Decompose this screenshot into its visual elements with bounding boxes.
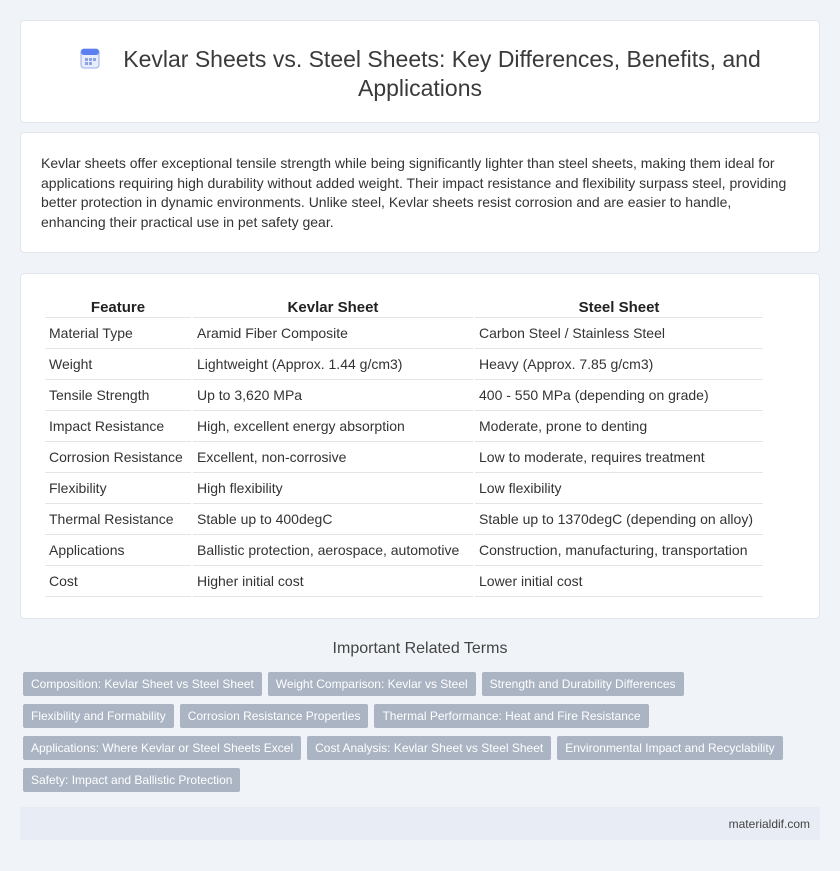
feature-cell: Weight <box>45 349 191 380</box>
table-row <box>45 535 763 566</box>
feature-cell: Tensile Strength <box>45 380 191 411</box>
table-row <box>45 411 763 442</box>
feature-cell: Impact Resistance <box>45 411 191 442</box>
kevlar-cell: High flexibility <box>193 473 473 504</box>
comparison-table-card <box>20 273 820 619</box>
steel-cell: Construction, manufacturing, transportation <box>475 535 763 566</box>
related-term-tag[interactable]: Safety: Impact and Ballistic Protection <box>23 768 240 792</box>
feature-cell: Thermal Resistance <box>45 504 191 535</box>
table-row <box>45 473 763 504</box>
header-kevlar: Kevlar Sheet <box>193 295 473 318</box>
feature-cell: Corrosion Resistance <box>45 442 191 473</box>
tag-row <box>23 768 823 800</box>
intro-paragraph: Kevlar sheets offer exceptional tensile strength while being significantly lighter than steel sheets, making them ideal for applications requiring high durability without added weight. Their impact resistance and flexibility surpass steel, providing better protection in dynamic environments. Unlike steel, Kevlar sheets resist corrosion and are easier to handle, enhancing their practical use in pet safety gear. <box>41 155 787 230</box>
comparison-table <box>43 295 765 597</box>
tag-row <box>23 736 823 768</box>
related-term-tag[interactable]: Corrosion Resistance Properties <box>180 704 369 728</box>
steel-cell: Stable up to 1370degC (depending on alloy) <box>475 504 763 535</box>
steel-cell: Lower initial cost <box>475 566 763 597</box>
related-term-tag[interactable]: Thermal Performance: Heat and Fire Resistance <box>374 704 648 728</box>
kevlar-cell: Up to 3,620 MPa <box>193 380 473 411</box>
kevlar-cell: High, excellent energy absorption <box>193 411 473 442</box>
steel-cell: Heavy (Approx. 7.85 g/cm3) <box>475 349 763 380</box>
steel-cell: Low to moderate, requires treatment <box>475 442 763 473</box>
table-row <box>45 380 763 411</box>
related-term-tag[interactable]: Weight Comparison: Kevlar vs Steel <box>268 672 476 696</box>
site-link[interactable]: materialdif.com <box>728 817 810 831</box>
table-header-row <box>45 295 763 318</box>
table-row <box>45 318 763 349</box>
related-terms-list <box>23 672 823 800</box>
intro-card <box>20 132 820 253</box>
steel-cell: Low flexibility <box>475 473 763 504</box>
table-row <box>45 566 763 597</box>
title-line-2: Applications <box>357 75 483 101</box>
feature-cell: Material Type <box>45 318 191 349</box>
feature-cell: Applications <box>45 535 191 566</box>
feature-cell: Cost <box>45 566 191 597</box>
kevlar-cell: Aramid Fiber Composite <box>193 318 473 349</box>
tag-row <box>23 672 823 704</box>
table-row <box>45 504 763 535</box>
title-line-1: Kevlar Sheets vs. Steel Sheets: Key Differences, Benefits, and <box>123 46 761 72</box>
related-term-tag[interactable]: Applications: Where Kevlar or Steel Sheets Excel <box>23 736 301 760</box>
related-term-tag[interactable]: Cost Analysis: Kevlar Sheet vs Steel Sheet <box>307 736 551 760</box>
steel-cell: Moderate, prone to denting <box>475 411 763 442</box>
title-card <box>20 20 820 123</box>
related-term-tag[interactable]: Strength and Durability Differences <box>482 672 684 696</box>
kevlar-cell: Lightweight (Approx. 1.44 g/cm3) <box>193 349 473 380</box>
feature-cell: Flexibility <box>45 473 191 504</box>
related-term-tag[interactable]: Composition: Kevlar Sheet vs Steel Sheet <box>23 672 262 696</box>
header-steel: Steel Sheet <box>475 295 763 318</box>
related-term-tag[interactable]: Flexibility and Formability <box>23 704 174 728</box>
footer <box>20 807 820 840</box>
steel-cell: 400 - 550 MPa (depending on grade) <box>475 380 763 411</box>
tag-row <box>23 704 823 736</box>
table-row <box>45 442 763 473</box>
kevlar-cell: Excellent, non-corrosive <box>193 442 473 473</box>
header-feature: Feature <box>45 295 191 318</box>
steel-cell: Carbon Steel / Stainless Steel <box>475 318 763 349</box>
related-terms-heading: Important Related Terms <box>332 640 508 657</box>
kevlar-cell: Stable up to 400degC <box>193 504 473 535</box>
calendar-icon <box>79 46 101 70</box>
table-row <box>45 349 763 380</box>
kevlar-cell: Ballistic protection, aerospace, automotive <box>193 535 473 566</box>
page-title <box>21 45 819 103</box>
kevlar-cell: Higher initial cost <box>193 566 473 597</box>
related-term-tag[interactable]: Environmental Impact and Recyclability <box>557 736 782 760</box>
